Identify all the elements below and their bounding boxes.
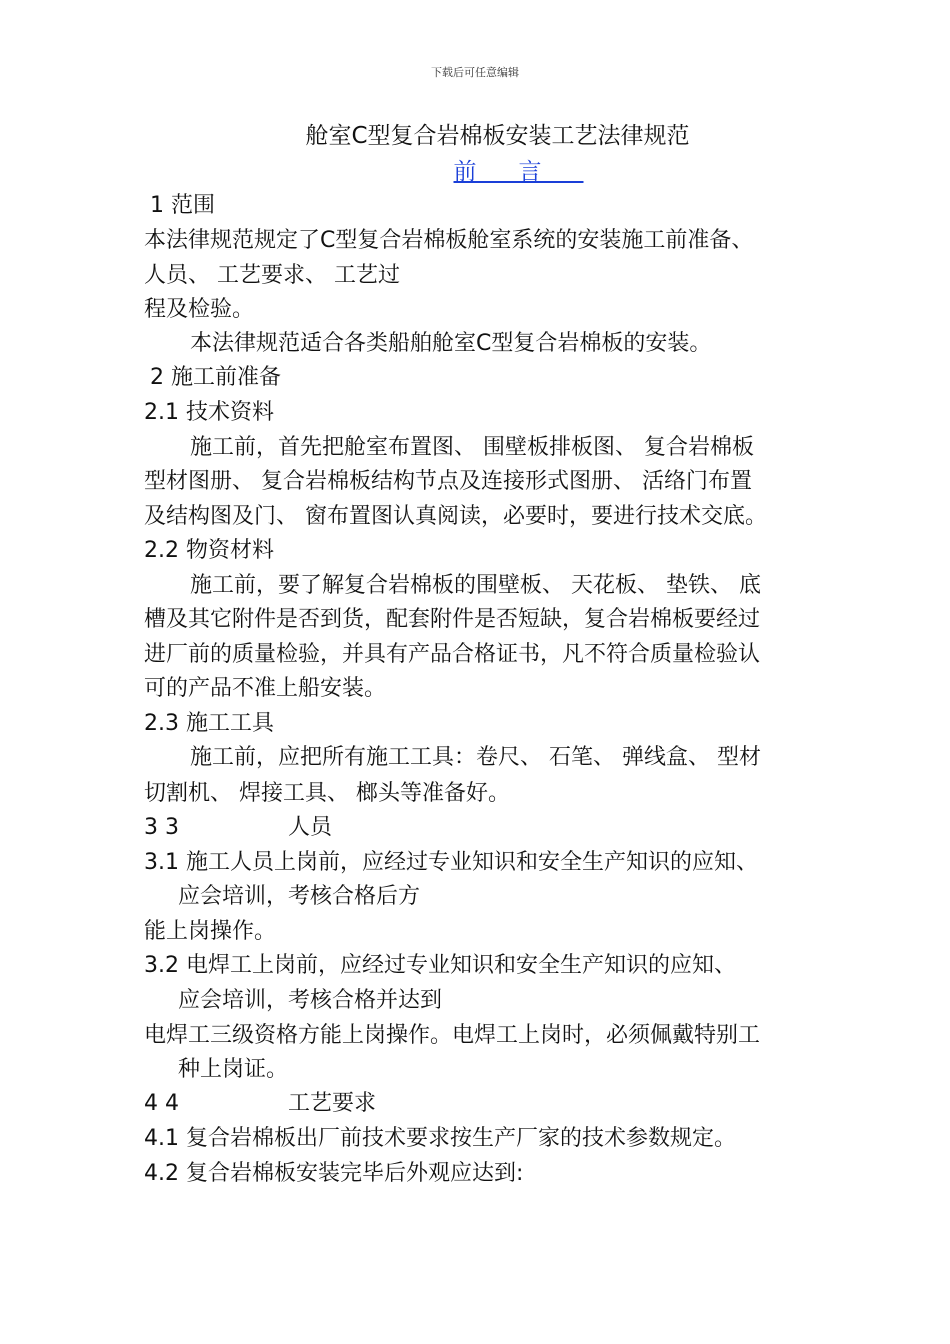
paragraph-line: 进厂前的质量检验，并具有产品合格证书，凡不符合质量检验认 xyxy=(144,642,761,667)
paragraph-line: 3.1 施工人员上岗前，应经过专业知识和安全生产知识的应知、 xyxy=(144,850,758,875)
paragraph-line: 本法律规范规定了C型复合岩棉板舱室系统的安装施工前准备、 xyxy=(144,228,754,253)
paragraph-line: 3.2 电焊工上岗前，应经过专业知识和安全生产知识的应知、 xyxy=(144,953,736,978)
paragraph-line: 种上岗证。 xyxy=(178,1057,289,1082)
paragraph-line: 切割机、 焊接工具、 榔头等准备好。 xyxy=(144,781,510,806)
subsection-heading-2-3: 2.3 施工工具 xyxy=(144,711,274,736)
section-heading-2: 2 施工前准备 xyxy=(150,365,281,390)
paragraph-line: 槽及其它附件是否到货，配套附件是否短缺，复合岩棉板要经过 xyxy=(144,607,761,632)
paragraph-line: 应会培训，考核合格后方 xyxy=(178,884,421,909)
paragraph-line: 能上岗操作。 xyxy=(144,919,277,944)
document-title: 舱室C型复合岩棉板安装工艺法律规范 xyxy=(305,123,690,149)
paragraph-line: 本法律规范适合各类船舶舱室C型复合岩棉板的安装。 xyxy=(190,331,712,356)
paragraph-line: 人员、 工艺要求、 工艺过 xyxy=(144,263,400,288)
section-heading-4: 工艺要求 xyxy=(288,1091,377,1116)
paragraph-line: 施工前，首先把舱室布置图、 围壁板排板图、 复合岩棉板 xyxy=(190,435,754,460)
paragraph-line: 可的产品不准上船安装。 xyxy=(144,676,387,701)
paragraph-line: 程及检验。 xyxy=(144,297,255,322)
subsection-heading-2-2: 2.2 物资材料 xyxy=(144,538,274,563)
section-number-4: 4 4 xyxy=(144,1091,179,1116)
paragraph-line: 4.1 复合岩棉板出厂前技术要求按生产厂家的技术参数规定。 xyxy=(144,1126,736,1151)
paragraph-line: 施工前，应把所有施工工具：卷尺、 石笔、 弹线盒、 型材 xyxy=(190,745,761,770)
subsection-heading-2-1: 2.1 技术资料 xyxy=(144,400,274,425)
paragraph-line: 型材图册、 复合岩棉板结构节点及连接形式图册、 活络门布置 xyxy=(144,469,752,494)
paragraph-line: 施工前，要了解复合岩棉板的围壁板、 天花板、 垫铁、 底 xyxy=(190,573,761,598)
document-subtitle-link[interactable]: 前言 xyxy=(453,159,584,185)
section-heading-1: 1 范围 xyxy=(150,193,215,218)
paragraph-line: 应会培训，考核合格并达到 xyxy=(178,988,443,1013)
section-number-3: 3 3 xyxy=(144,815,179,840)
paragraph-line: 4.2 复合岩棉板安装完毕后外观应达到: xyxy=(144,1161,524,1186)
paragraph-line: 电焊工三级资格方能上岗操作。电焊工上岗时，必须佩戴特别工 xyxy=(144,1023,761,1048)
header-note: 下载后可任意编辑 xyxy=(431,66,519,79)
paragraph-line: 及结构图及门、 窗布置图认真阅读，必要时，要进行技术交底。 xyxy=(144,504,767,529)
section-heading-3: 人员 xyxy=(288,815,333,840)
